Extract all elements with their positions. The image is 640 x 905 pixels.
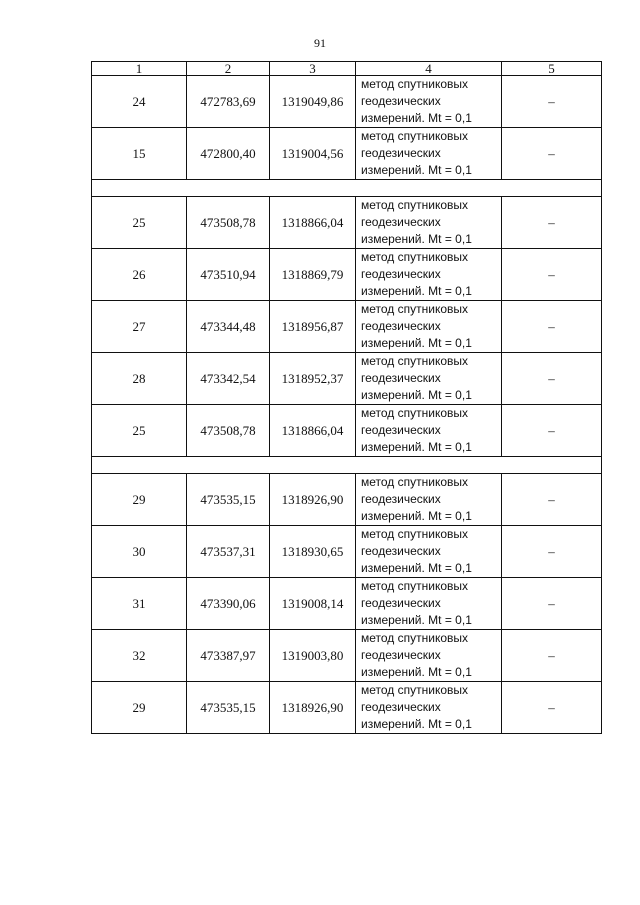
- accuracy-dash-cell: –: [502, 128, 602, 180]
- method-cell: [356, 682, 502, 734]
- method-text-line2: геодезических: [361, 544, 441, 558]
- table-row: [92, 128, 602, 180]
- group-separator-cell: [92, 180, 602, 197]
- method-cell: [356, 249, 502, 301]
- method-text-line2: геодезических: [361, 94, 441, 108]
- y-coordinate-cell: 1318926,90: [270, 682, 356, 734]
- x-coordinate-cell: 473535,15: [187, 682, 270, 734]
- column-header-1: 1: [92, 62, 187, 76]
- method-cell: [356, 474, 502, 526]
- method-cell: [356, 76, 502, 128]
- table-row: [92, 526, 602, 578]
- accuracy-dash-cell: –: [502, 353, 602, 405]
- point-number-cell: 25: [92, 405, 187, 457]
- accuracy-dash-cell: –: [502, 405, 602, 457]
- y-coordinate-cell: 1318952,37: [270, 353, 356, 405]
- point-number-cell: 15: [92, 128, 187, 180]
- method-text-line1: метод спутниковых: [361, 302, 469, 316]
- accuracy-dash-cell: –: [502, 197, 602, 249]
- x-coordinate-cell: 473387,97: [187, 630, 270, 682]
- method-text-line3: измерений. Mt = 0,1: [361, 163, 472, 177]
- point-number-cell: 25: [92, 197, 187, 249]
- method-cell: [356, 197, 502, 249]
- table-row: [92, 578, 602, 630]
- method-text-line2: геодезических: [361, 371, 441, 385]
- method-text-line3: измерений. Mt = 0,1: [361, 336, 472, 350]
- method-text-line3: измерений. Mt = 0,1: [361, 284, 472, 298]
- column-header-3: 3: [270, 62, 356, 76]
- method-text-line1: метод спутниковых: [361, 406, 469, 420]
- column-header-2: 2: [187, 62, 270, 76]
- point-number-cell: 31: [92, 578, 187, 630]
- table-row: [92, 197, 602, 249]
- table-row: [92, 682, 602, 734]
- method-text-line1: метод спутниковых: [361, 77, 469, 91]
- point-number-cell: 32: [92, 630, 187, 682]
- accuracy-dash-cell: –: [502, 630, 602, 682]
- point-number-cell: 27: [92, 301, 187, 353]
- y-coordinate-cell: 1318926,90: [270, 474, 356, 526]
- method-text-line3: измерений. Mt = 0,1: [361, 561, 472, 575]
- method-text-line1: метод спутниковых: [361, 198, 469, 212]
- method-text-line2: геодезических: [361, 596, 441, 610]
- table-header-row: [92, 62, 602, 76]
- point-number-cell: 24: [92, 76, 187, 128]
- y-coordinate-cell: 1319008,14: [270, 578, 356, 630]
- method-text-line2: геодезических: [361, 267, 441, 281]
- y-coordinate-cell: 1318956,87: [270, 301, 356, 353]
- table-row: [92, 249, 602, 301]
- group-separator-row: [92, 457, 602, 474]
- method-cell: [356, 353, 502, 405]
- accuracy-dash-cell: –: [502, 682, 602, 734]
- y-coordinate-cell: 1319004,56: [270, 128, 356, 180]
- method-text-line2: геодезических: [361, 146, 441, 160]
- method-text-line1: метод спутниковых: [361, 354, 469, 368]
- accuracy-dash-cell: –: [502, 474, 602, 526]
- method-text-line2: геодезических: [361, 700, 441, 714]
- table-row: [92, 405, 602, 457]
- method-text-line3: измерений. Mt = 0,1: [361, 613, 472, 627]
- y-coordinate-cell: 1318930,65: [270, 526, 356, 578]
- accuracy-dash-cell: –: [502, 526, 602, 578]
- table-body: [92, 76, 602, 734]
- x-coordinate-cell: 473508,78: [187, 405, 270, 457]
- method-text-line3: измерений. Mt = 0,1: [361, 111, 472, 125]
- table-row: [92, 474, 602, 526]
- method-text-line3: измерений. Mt = 0,1: [361, 509, 472, 523]
- method-text-line3: измерений. Mt = 0,1: [361, 232, 472, 246]
- group-separator-cell: [92, 457, 602, 474]
- table-row: [92, 630, 602, 682]
- method-text-line1: метод спутниковых: [361, 631, 469, 645]
- method-text-line2: геодезических: [361, 648, 441, 662]
- accuracy-dash-cell: –: [502, 76, 602, 128]
- x-coordinate-cell: 473344,48: [187, 301, 270, 353]
- method-text-line1: метод спутниковых: [361, 129, 469, 143]
- point-number-cell: 30: [92, 526, 187, 578]
- point-number-cell: 29: [92, 682, 187, 734]
- point-number-cell: 29: [92, 474, 187, 526]
- point-number-cell: 26: [92, 249, 187, 301]
- x-coordinate-cell: 473390,06: [187, 578, 270, 630]
- coordinates-table: [91, 61, 602, 734]
- y-coordinate-cell: 1318866,04: [270, 197, 356, 249]
- x-coordinate-cell: 473342,54: [187, 353, 270, 405]
- method-text-line3: измерений. Mt = 0,1: [361, 388, 472, 402]
- method-text-line2: геодезических: [361, 492, 441, 506]
- method-cell: [356, 526, 502, 578]
- column-header-4: 4: [356, 62, 502, 76]
- table-row: [92, 76, 602, 128]
- accuracy-dash-cell: –: [502, 578, 602, 630]
- x-coordinate-cell: 472800,40: [187, 128, 270, 180]
- method-text-line3: измерений. Mt = 0,1: [361, 440, 472, 454]
- method-text-line3: измерений. Mt = 0,1: [361, 665, 472, 679]
- method-cell: [356, 301, 502, 353]
- x-coordinate-cell: 473535,15: [187, 474, 270, 526]
- page-number: 91: [314, 36, 326, 50]
- method-text-line1: метод спутниковых: [361, 475, 469, 489]
- method-cell: [356, 578, 502, 630]
- column-header-5: 5: [502, 62, 602, 76]
- x-coordinate-cell: 473508,78: [187, 197, 270, 249]
- x-coordinate-cell: 473510,94: [187, 249, 270, 301]
- method-cell: [356, 405, 502, 457]
- method-text-line1: метод спутниковых: [361, 527, 469, 541]
- method-text-line2: геодезических: [361, 215, 441, 229]
- method-cell: [356, 128, 502, 180]
- y-coordinate-cell: 1318866,04: [270, 405, 356, 457]
- table-row: [92, 301, 602, 353]
- method-text-line1: метод спутниковых: [361, 579, 469, 593]
- group-separator-row: [92, 180, 602, 197]
- y-coordinate-cell: 1318869,79: [270, 249, 356, 301]
- x-coordinate-cell: 472783,69: [187, 76, 270, 128]
- y-coordinate-cell: 1319049,86: [270, 76, 356, 128]
- table-row: [92, 353, 602, 405]
- accuracy-dash-cell: –: [502, 249, 602, 301]
- point-number-cell: 28: [92, 353, 187, 405]
- method-text-line1: метод спутниковых: [361, 683, 469, 697]
- accuracy-dash-cell: –: [502, 301, 602, 353]
- y-coordinate-cell: 1319003,80: [270, 630, 356, 682]
- x-coordinate-cell: 473537,31: [187, 526, 270, 578]
- method-text-line3: измерений. Mt = 0,1: [361, 717, 472, 731]
- method-text-line2: геодезических: [361, 423, 441, 437]
- method-text-line1: метод спутниковых: [361, 250, 469, 264]
- method-text-line2: геодезических: [361, 319, 441, 333]
- method-cell: [356, 630, 502, 682]
